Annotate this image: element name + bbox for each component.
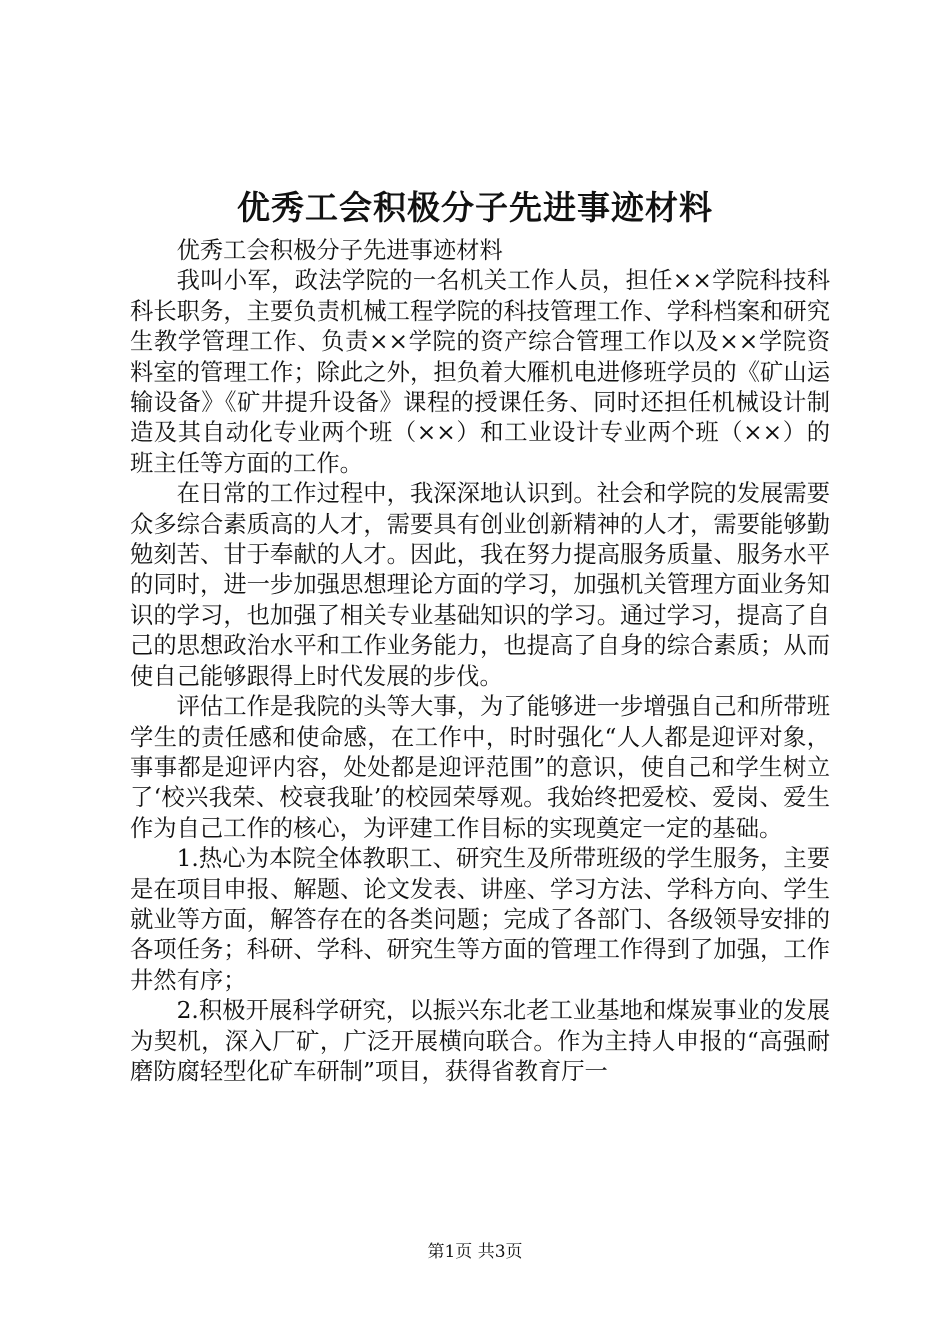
page-footer: 第1页 共3页 <box>427 1242 523 1262</box>
paragraph: 评估工作是我院的头等大事，为了能够进一步增强自己和所带班学生的责任感和使命感，在工作中，时时强化“人人都是迎评对象，事事都是迎评内容，处处都是迎评范围”的意识，使自己和学生树立了‘校兴我荣、校衰我耻’的校园荣辱观。我始终把爱校、爱岗、爱生作为自己工作的核心，为评建工作目标的实现奠定一定的基础。 <box>130 693 830 842</box>
document-body <box>130 236 830 1087</box>
document-title: 优秀工会积极分子先进事迹材料 <box>237 188 713 227</box>
paragraph-subtitle: 优秀工会积极分子先进事迹材料 <box>176 237 503 264</box>
paragraph: 1.热心为本院全体教职工、研究生及所带班级的学生服务，主要是在项目申报、解题、论文发表、讲座、学习方法、学科方向、学生就业等方面，解答存在的各类问题；完成了各部门、各级领导安排的各项任务；科研、学科、研究生等方面的管理工作得到了加强，工作井然有序； <box>130 845 830 994</box>
paragraph: 2.积极开展科学研究，以振兴东北老工业基地和煤炭事业的发展为契机，深入厂矿，广泛开展横向联合。作为主持人申报的“高强耐磨防腐轻型化矿车研制”项目，获得省教育厅一 <box>130 997 830 1085</box>
paragraph: 我叫小军，政法学院的一名机关工作人员，担任××学院科技科科长职务，主要负责机械工程学院的科技管理工作、学科档案和研究生教学管理工作、负责××学院的资产综合管理工作以及××学院资料室的管理工作；除此之外，担负着大雁机电进修班学员的《矿山运输设备》《矿井提升设备》课程的授课任务、同时还担任机械设计制造及其自动化专业两个班（××）和工业设计专业两个班（××）的班主任等方面的工作。 <box>130 267 830 477</box>
paragraph: 在日常的工作过程中，我深深地认识到。社会和学院的发展需要众多综合素质高的人才，需要具有创业创新精神的人才，需要能够勤勉刻苦、甘于奉献的人才。因此，我在努力提高服务质量、服务水平的同时，进一步加强思想理论方面的学习，加强机关管理方面业务知识的学习，也加强了相关专业基础知识的学习。通过学习，提高了自己的思想政治水平和工作业务能力，也提高了自身的综合素质；从而使自己能够跟得上时代发展的步伐。 <box>130 480 830 690</box>
